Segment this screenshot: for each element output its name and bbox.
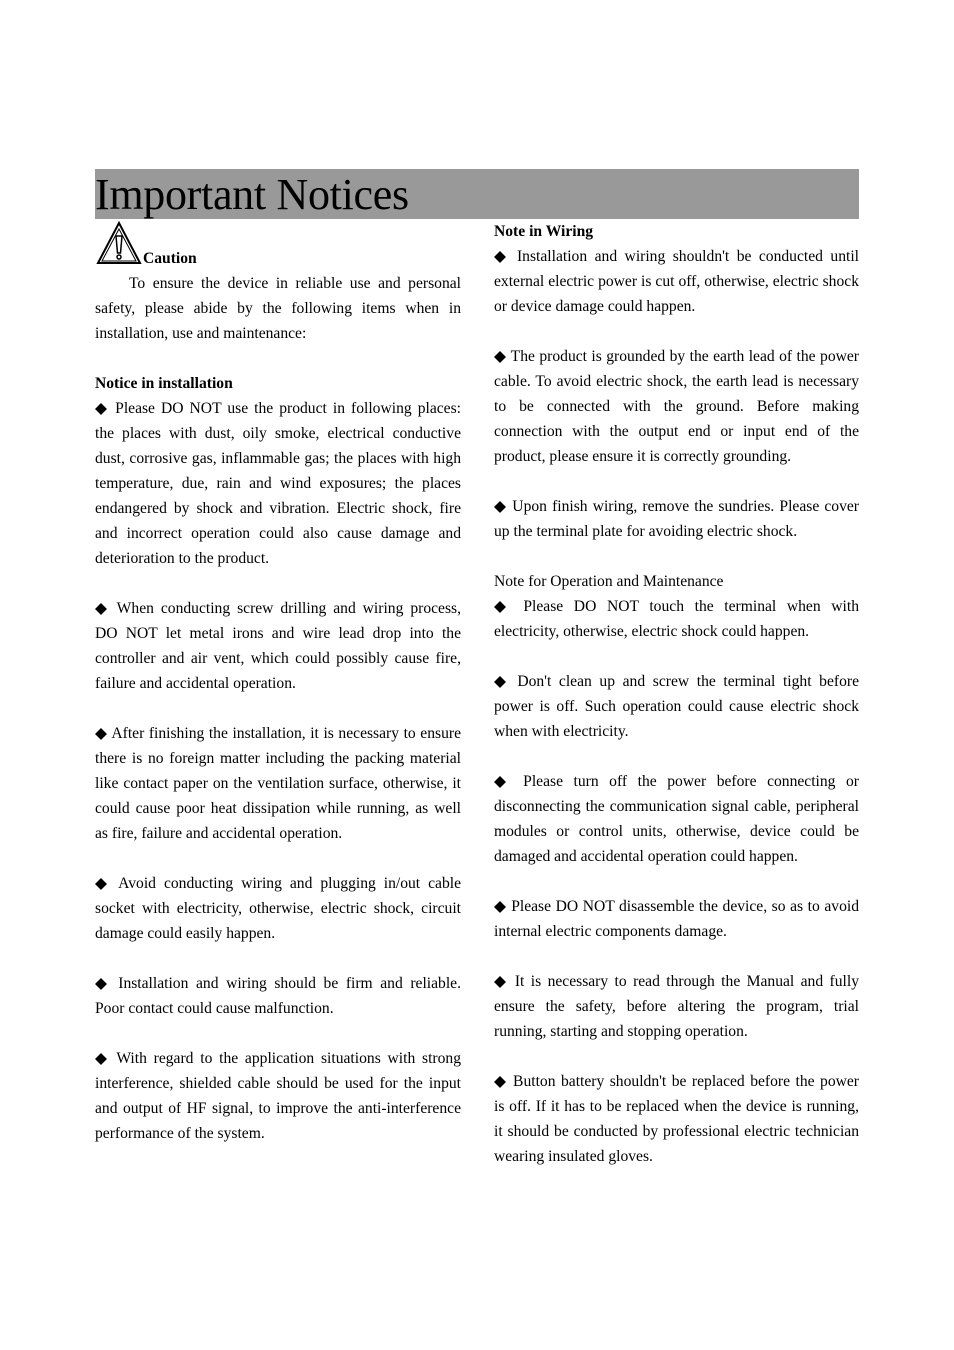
installation-item: ◆ Please DO NOT use the product in following places: the places with dust, oily smoke, electrical conductive dust, corrosive gas, inflammable gas; the places with high temperature, due, rain and wind exposures; the places endangered by shock and vibration. Electric shock, fire and incorrect operation could also cause damage and deterioration to the product. bbox=[95, 400, 461, 567]
operation-item: ◆ Don't clean up and screw the terminal tight before power is off. Such operation could cause electric shock when with electricity. bbox=[494, 673, 859, 740]
wiring-item: ◆ The product is grounded by the earth lead of the power cable. To avoid electric shock, the earth lead is necessary to be connected with the ground. Before making connection with the output end or input end of the product, please ensure it is correctly grounding. bbox=[494, 348, 859, 465]
operation-heading: Note for Operation and Maintenance bbox=[494, 573, 724, 590]
wiring-heading: Note in Wiring bbox=[494, 223, 594, 240]
page-title: Important Notices bbox=[95, 170, 409, 219]
operation-item: ◆ Please DO NOT disassemble the device, so as to avoid internal electric components damage. bbox=[494, 898, 859, 940]
installation-item: ◆ When conducting screw drilling and wiring process, DO NOT let metal irons and wire lead drop into the controller and air vent, which could possibly cause fire, failure and accidental operation. bbox=[95, 600, 461, 692]
installation-item: ◆ With regard to the application situations with strong interference, shielded cable should be used for the input and output of HF signal, to improve the anti-interference performance of the system. bbox=[95, 1050, 461, 1142]
installation-item: ◆ Installation and wiring should be firm and reliable. Poor contact could cause malfunction. bbox=[95, 975, 461, 1017]
wiring-item: ◆ Upon finish wiring, remove the sundries. Please cover up the terminal plate for avoiding electric shock. bbox=[494, 498, 859, 540]
intro-paragraph: To ensure the device in reliable use and personal safety, please abide by the following items when in installation, use and maintenance: bbox=[95, 275, 461, 342]
operation-item: ◆ It is necessary to read through the Manual and fully ensure the safety, before altering the program, trial running, starting and stopping operation. bbox=[494, 973, 859, 1040]
installation-item: ◆ After finishing the installation, it is necessary to ensure there is no foreign matter including the packing material like contact paper on the ventilation surface, otherwise, it could cause poor heat dissipation while running, as well as fire, failure and accidental operation. bbox=[95, 725, 461, 842]
caution-header bbox=[95, 246, 461, 271]
wiring-item: ◆ Installation and wiring shouldn't be conducted until external electric power is cut off, otherwise, electric shock or device damage could happen. bbox=[494, 248, 859, 315]
installation-heading: Notice in installation bbox=[95, 375, 233, 392]
caution-label: Caution bbox=[143, 250, 197, 267]
right-column bbox=[494, 219, 859, 1169]
operation-item: ◆ Please DO NOT touch the terminal when with electricity, otherwise, electric shock could happen. bbox=[494, 598, 859, 640]
title-banner bbox=[95, 169, 859, 219]
warning-triangle-icon bbox=[96, 221, 142, 265]
operation-item: ◆ Button battery shouldn't be replaced before the power is off. If it has to be replaced when the device is running, it should be conducted by professional electric technician wearing insulated gloves. bbox=[494, 1073, 859, 1165]
left-column bbox=[95, 246, 461, 1146]
installation-item: ◆ Avoid conducting wiring and plugging in/out cable socket with electricity, otherwise, electric shock, circuit damage could easily happen. bbox=[95, 875, 461, 942]
operation-item: ◆ Please turn off the power before connecting or disconnecting the communication signal cable, peripheral modules or control units, otherwise, device could be damaged and accidental operation could happen. bbox=[494, 773, 859, 865]
